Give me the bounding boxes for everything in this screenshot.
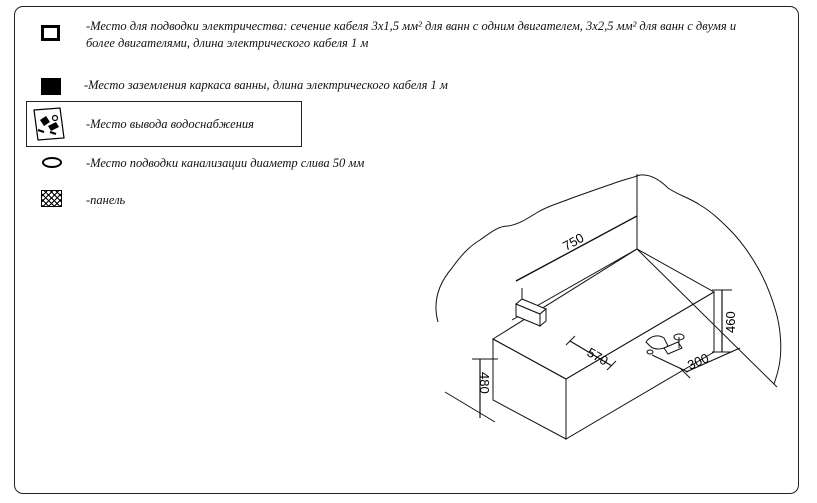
dim-460: 460 [723, 311, 738, 333]
water-outlet-block [516, 288, 546, 326]
legend-ground-text: -Место заземления каркаса ванны, длина электрического кабеля 1 м [84, 78, 448, 92]
legend-drain-text: -Место подводки канализации диаметр слива 50 мм [86, 156, 365, 170]
tub-side [493, 339, 566, 439]
legend-electric-line1: -Место для подводки электричества: сечение кабеля 3х1,5 мм² для ванн с одним двигателем, 3х2,5 мм² для ванн с двумя и [86, 19, 737, 33]
legend-panel-text: -панель [86, 193, 126, 207]
dim-570: 570 [584, 344, 611, 369]
dim-480: 480 [477, 372, 492, 394]
legend-water-text: -Место вывода водоснабжения [86, 117, 254, 131]
legend-electric-line2: более двигателями, длина электрического кабеля 1 м [86, 36, 369, 50]
faucet-fittings [646, 334, 684, 354]
dim-750: 750 [560, 229, 587, 254]
dim-300: 300 [685, 350, 712, 373]
